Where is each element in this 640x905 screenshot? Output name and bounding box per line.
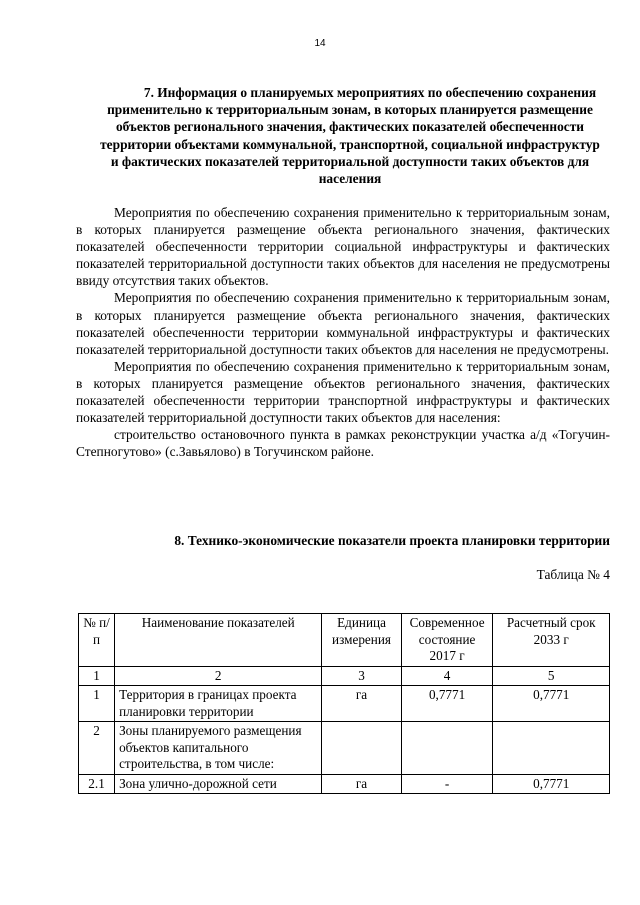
row-indicator-name: Зоны планируемого размещения объектов капитального строительства, в том числе: (115, 722, 322, 775)
paragraph-communal: Мероприятия по обеспечению сохранения применительно к территориальным зонам, в которых планируется размещение объекта регионального значения, фактических показателей обеспеченности территории коммунальной инфраструктуры и фактических показателей территориальной доступности таких объектов для населения не предусмотрены. (76, 290, 610, 357)
row-unit (322, 722, 401, 775)
table-row (79, 686, 610, 722)
section-7-body (76, 204, 610, 460)
page-number: 14 (314, 38, 326, 49)
indicators-table (78, 613, 610, 794)
column-index: 1 (79, 666, 115, 686)
header-indicator-name: Наименование показателей (115, 614, 322, 667)
row-unit: га (322, 774, 401, 794)
column-index: 5 (493, 666, 610, 686)
column-index: 2 (115, 666, 322, 686)
table-header-row (79, 614, 610, 667)
row-target-value: 0,7771 (493, 686, 610, 722)
paragraph-bus-stop: строительство остановочного пункта в рамках реконструкции участка а/д «Тогучин-Степногутово» (с.Завьялово) в Тогучинском районе. (76, 427, 610, 460)
paragraph-transport: Мероприятия по обеспечению сохранения применительно к территориальным зонам, в которых планируется размещение объектов регионального значения, фактических показателей обеспеченности территории транспортной инфраструктуры и фактических показателей территориальной доступности таких объектов для населения: (76, 358, 610, 426)
row-unit: га (322, 686, 401, 722)
table-row (79, 774, 610, 794)
row-indicator-name: Зона улично-дорожной сети (115, 774, 322, 794)
row-target-value (493, 722, 610, 775)
row-current-value: 0,7771 (401, 686, 493, 722)
table-row (79, 722, 610, 775)
section-7-heading: 7. Информация о планируемых мероприятиях по обеспечению сохранения применительно к территориальным зонам, в которых планируется размещение объектов регионального значения, фактических показателей обеспеченности территории объектами коммунальной, транспортной, социальной инфраструктур и фактических показателей территориальной доступности таких объектов для населения (100, 85, 600, 187)
column-index: 3 (322, 666, 401, 686)
header-current-state: Современное состояние 2017 г (401, 614, 493, 667)
row-indicator-name: Территория в границах проекта планировки территории (115, 686, 322, 722)
row-current-value: - (401, 774, 493, 794)
header-number: № п/п (79, 614, 115, 667)
header-target-term: Расчетный срок 2033 г (493, 614, 610, 667)
row-target-value: 0,7771 (493, 774, 610, 794)
section-8-heading: 8. Технико-экономические показатели проекта планировки территории (174, 533, 610, 548)
table-caption: Таблица № 4 (536, 567, 610, 582)
row-number: 2 (79, 722, 115, 775)
header-unit: Единица измерения (322, 614, 401, 667)
row-number: 2.1 (79, 774, 115, 794)
row-number: 1 (79, 686, 115, 722)
row-current-value (401, 722, 493, 775)
column-index-row (79, 666, 610, 686)
paragraph-social: Мероприятия по обеспечению сохранения применительно к территориальным зонам, в которых планируется размещение объекта регионального значения, фактических показателей обеспеченности территории социальной инфраструктуры и фактических показателей территориальной доступности таких объектов для населения не предусмотрены ввиду отсутствия таких объектов. (76, 205, 610, 289)
column-index: 4 (401, 666, 493, 686)
